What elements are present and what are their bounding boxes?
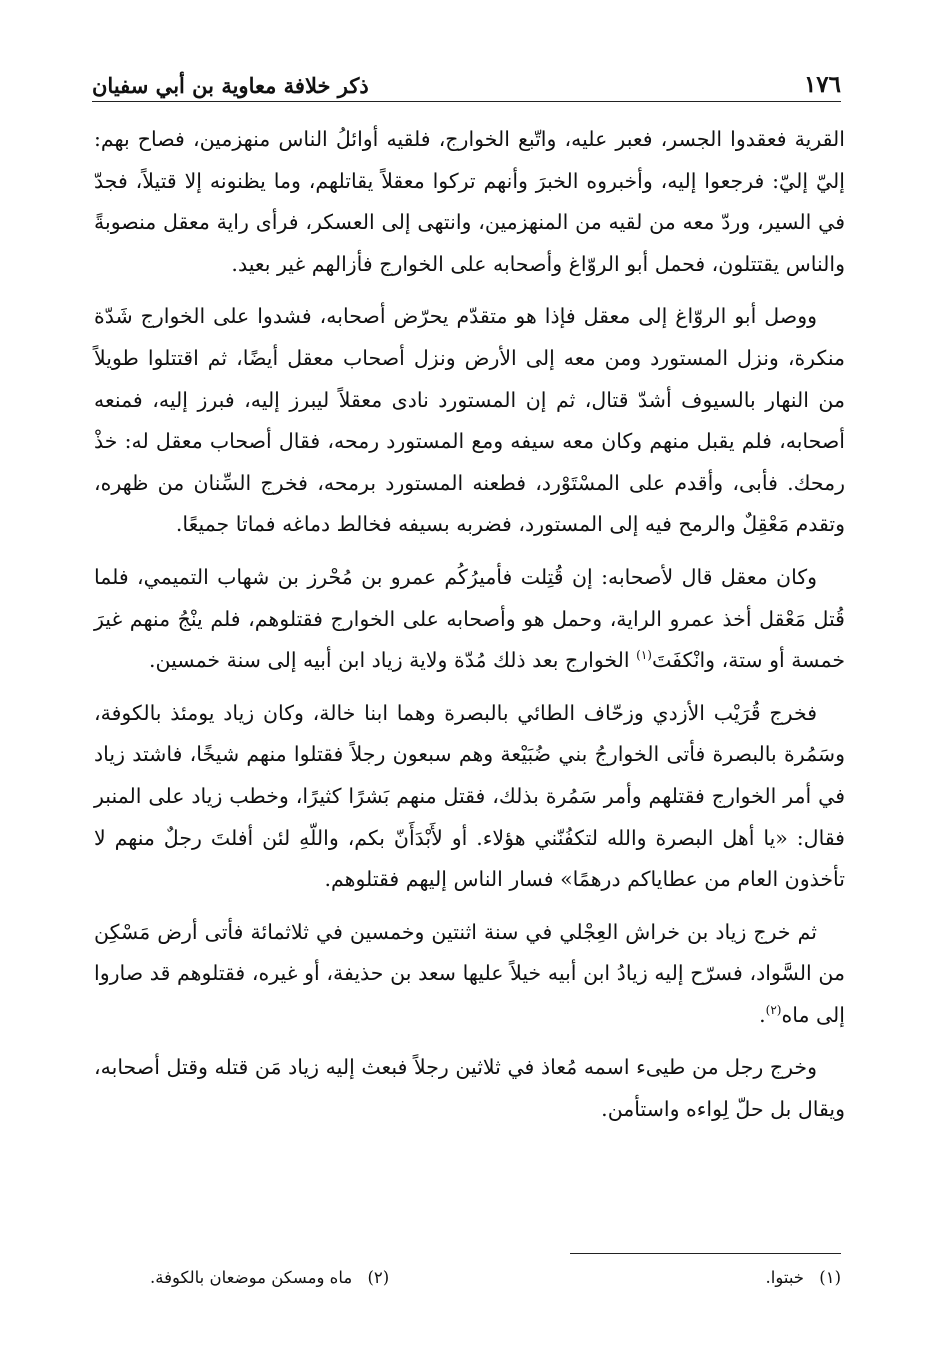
page-number: ١٧٦ [803, 71, 841, 98]
footnote [765, 1268, 841, 1287]
footnote [150, 1268, 389, 1287]
paragraph-text: . [759, 1002, 766, 1027]
paragraph [94, 296, 845, 546]
footnote-ref: (١) [636, 648, 652, 663]
paragraph-text: فخرج قُرَيْب الأزدي وزحّاف الطائي بالبصرة وهما ابنا خالة، وكان زياد يومئذ بالكوفة، وسَمُرة بالبصرة فأتى الخوارجُ بني ضُبَيْعة وهم سبعون رجلاً فقتلوا منهم شيخًا، فاشتد زياد في أمر الخوارج فقتلهم وأمر سَمُرة بذلك، فقتل منهم بَشرًا كثيرًا، وخطب زياد على المنبر فقال: «يا أهل البصرة والله لتكفُنّني هؤلاء. أو لأَبْدَأَنّ بكم، واللّهِ لئن أفلتَ رجلٌ منهم لا تأخذون العام من عطاياكم درهمًا» فسار الناس إليهم فقتلوهم. [94, 700, 845, 892]
paragraph [94, 912, 845, 1037]
page-header [92, 62, 841, 98]
paragraph [94, 693, 845, 901]
running-title: ذكر خلافة معاوية بن أبي سفيان [92, 73, 369, 98]
footnote-number: (١) [819, 1268, 841, 1287]
paragraph-text: القرية فعقدوا الجسر، فعبر عليه، واتّبع الخوارج، فلقيه أوائلُ الناس منهزمين، فصاح بهم: إليّ إليّ: فرجعوا إليه، وأخبروه الخبرَ وأنهم تركوا معقلاً يقاتلهم، وما يظنونه إلا قتيلاً، فجدّ في السير، وردّ معه من لقيه من المنهزمين، وانتهى إلى العسكر، فرأى راية معقل منصوبةً والناس يقتتلون، فحمل أبو الروّاغ وأصحابه على الخوارج فأزالهم غير بعيد. [94, 127, 845, 276]
body-text [94, 119, 845, 1142]
paragraph-text: ووصل أبو الروّاغ إلى معقل فإذا هو متقدّم يحرّض أصحابه، فشدوا على الخوارج شَدّة منكرة، ونزل المستورد ومن معه إلى الأرض ونزل أصحاب معقل أيضًا، ثم اقتتلوا طويلاً من النهار بالسيوف أشدّ قتال، ثم إن المستورد نادى معقلاً ليبرز إليه، فبرز إليه، فمنعه أصحابه، فلم يقبل منهم وكان معه سيفه ومع المستورد رمحه، فقال أصحاب معقل له: خذْ رمحك. فأبى، وأقدم على المسْتَوْرد، فطعنه المستورد برمحه، فخرج السِّنان من ظهره، وتقدم مَعْقِلٌ والرمح فيه إلى المستورد، فضربه بسيفه فخالط دماغه فماتا جميعًا. [94, 304, 845, 537]
footnote-number: (٢) [367, 1268, 390, 1287]
paragraph-text: الخوارج بعد ذلك مُدّة ولاية زياد ابن أبيه إلى سنة خمسين. [148, 648, 630, 673]
paragraph [94, 557, 845, 682]
footnote-rule [570, 1253, 841, 1254]
paragraph [94, 1047, 845, 1130]
footnote-ref: (٢) [765, 1003, 782, 1018]
paragraph [94, 119, 845, 285]
paragraph-text: ثم خرج زياد بن خراش العِجْلي في سنة اثنتين وخمسين في ثلاثمائة فأتى أرض مَسْكِن من السَّواد، فسرّح إليه زيادُ ابن أبيه خيلاً عليها سعد بن حذيفة، أو غيره، فقتلوهم قد صاروا إلى ماه [94, 919, 845, 1027]
paragraph-text: وكان معقل قال لأصحابه: إن قُتِلت فأميرُكُم عمرو بن مُحْرز بن شهاب التميمي، فلما قُتل مَعْقل أخذ عمرو الراية، وحمل هو وأصحابه على الخوارج فقتلوهم، فلم ينْجُ منهم غيرَ خمسة أو ستة، وانْكفَتَ [94, 564, 845, 673]
footnote-text: خبتوا. [765, 1268, 804, 1287]
paragraph-text: وخرج رجل من طيىء اسمه مُعاذ في ثلاثين رجلاً فبعث إليه زياد مَن قتله وقتل أصحابه، ويقال بل حلّ لِواءه واستأمن. [94, 1055, 845, 1122]
footnotes [150, 1268, 841, 1287]
header-rule [92, 101, 841, 102]
footnote-text: ماه ومسكن موضعان بالكوفة. [150, 1268, 353, 1287]
